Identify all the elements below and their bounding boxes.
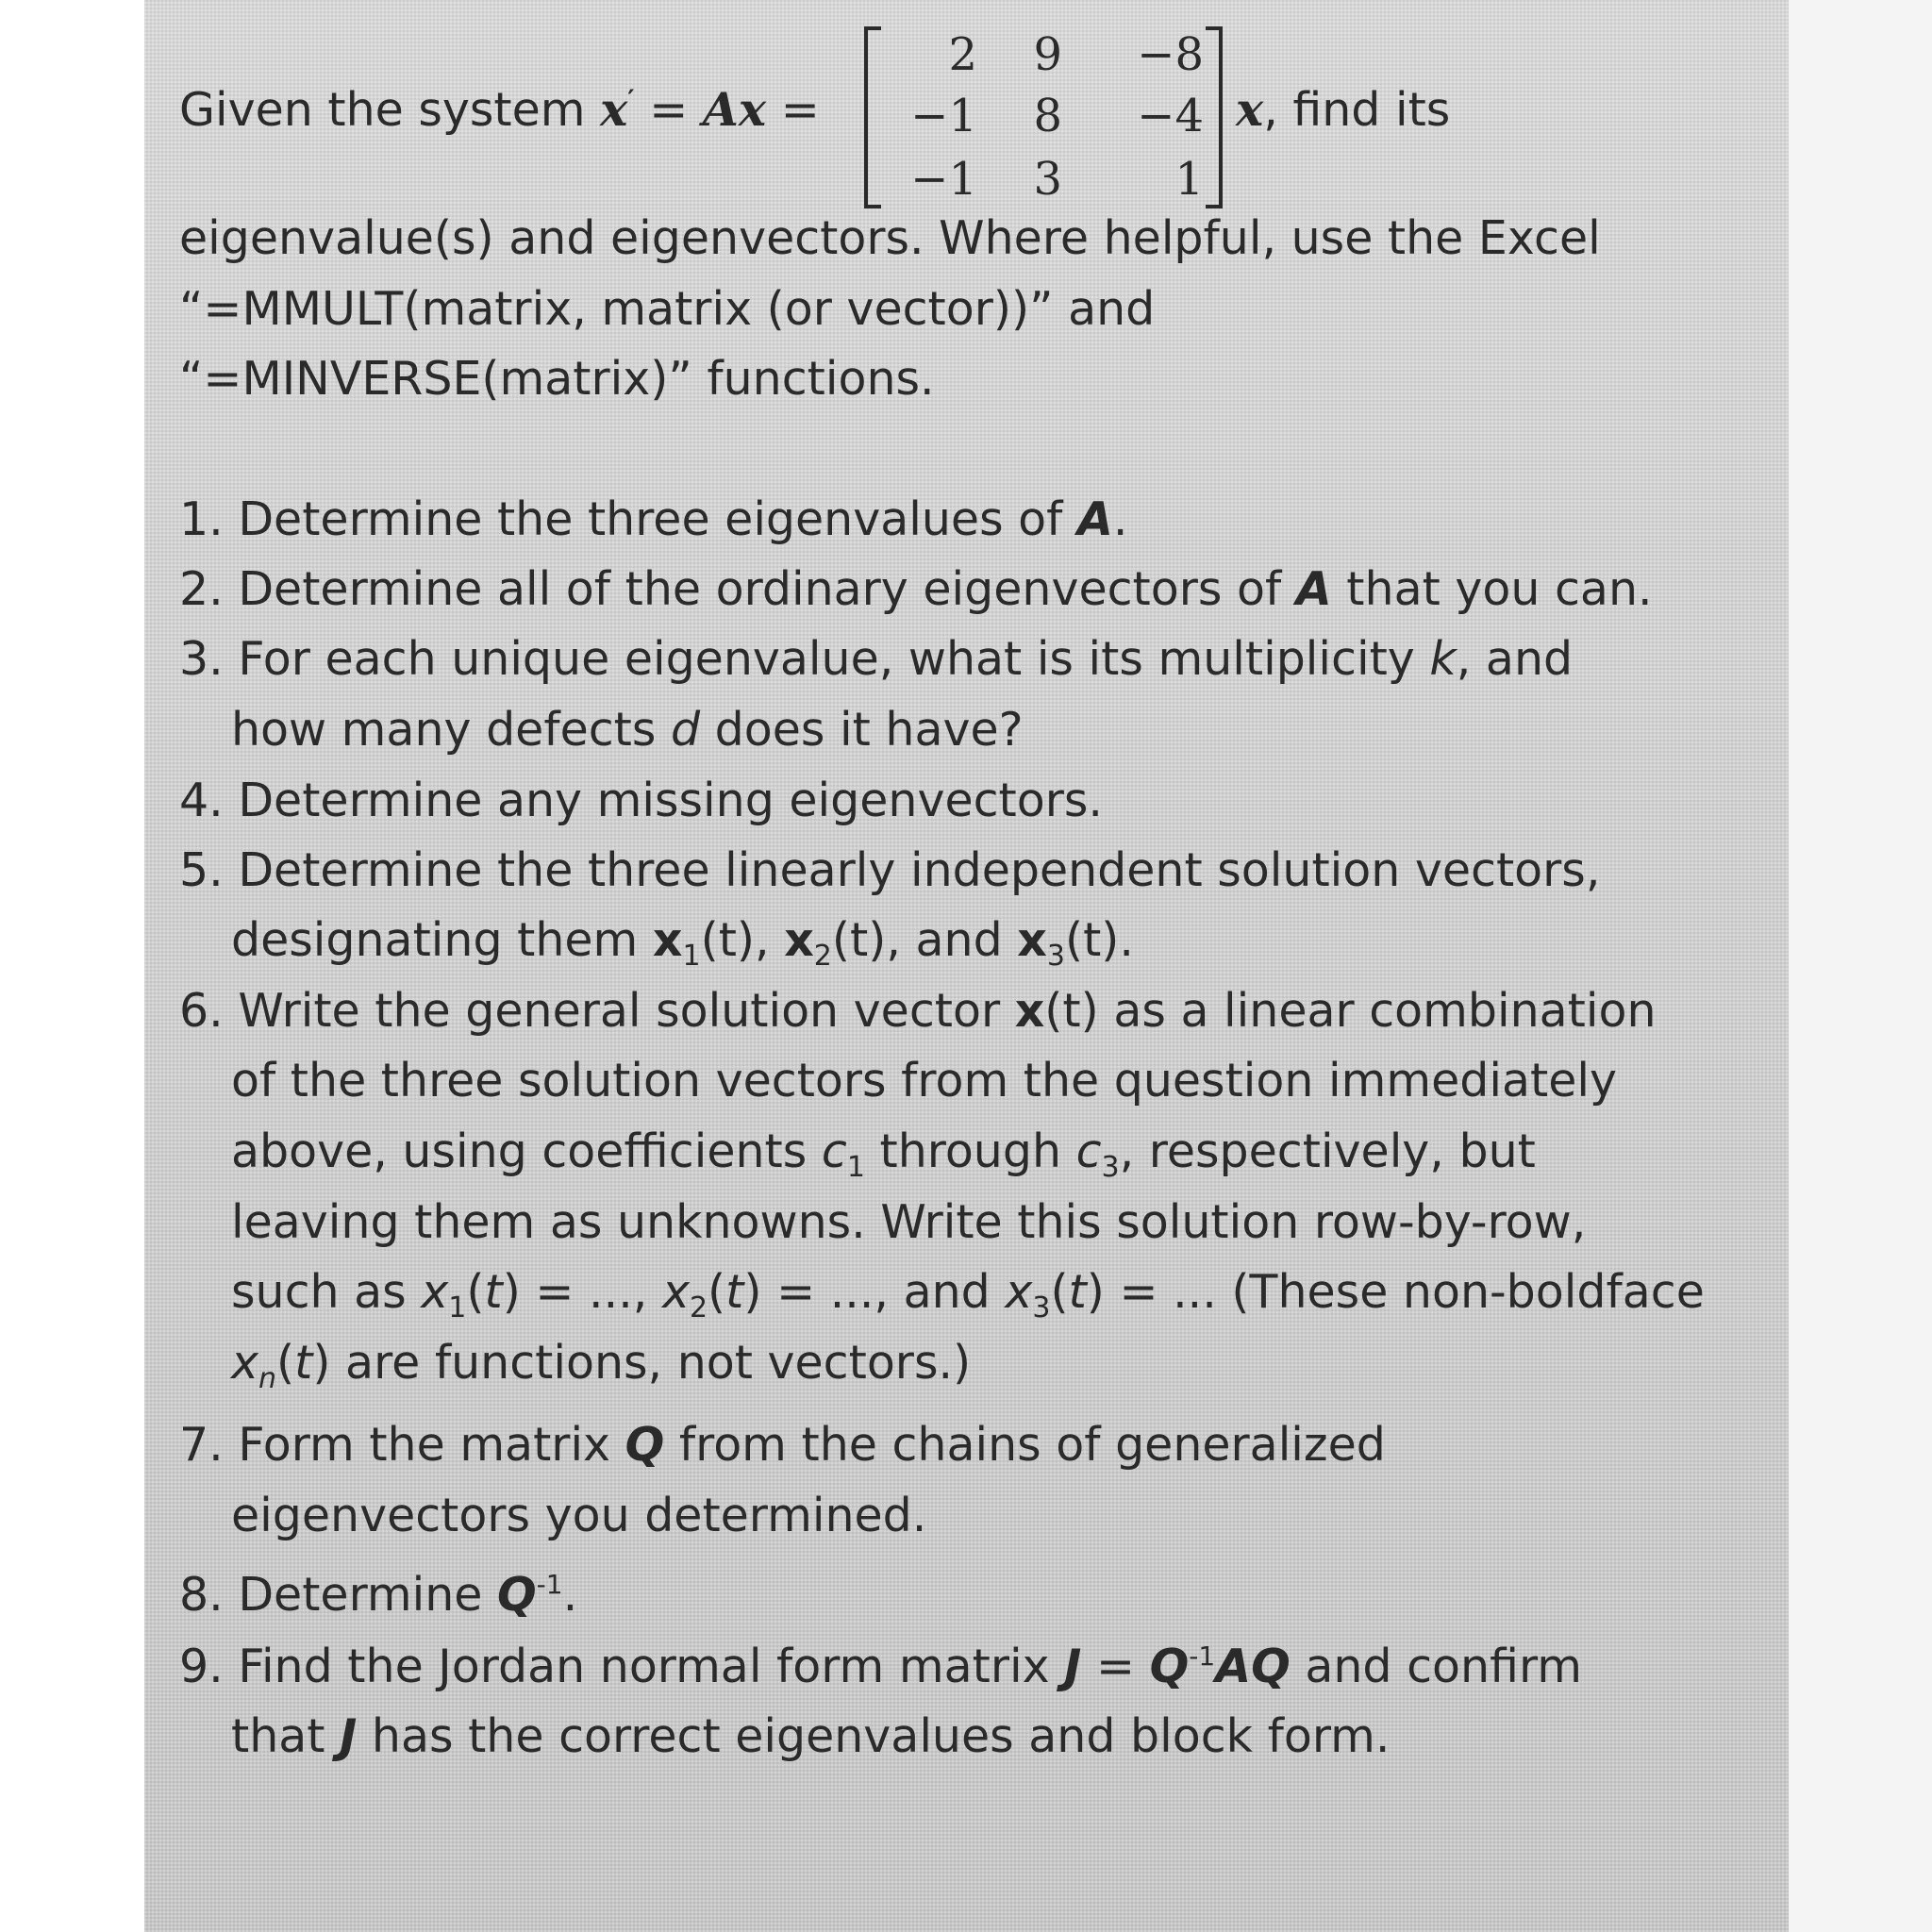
intro-line-2: eigenvalue(s) and eigenvectors. Where helpful, use the Excel	[179, 211, 1601, 265]
matrix-cell: 3	[1033, 153, 1062, 206]
question-7: 7. Form the matrix Q from the chains of generalized	[179, 1418, 1386, 1472]
question-9-cont: that J has the correct eigenvalues and block form.	[231, 1709, 1391, 1763]
question-8: 8. Determine $Q^{-1}$.	[179, 1568, 578, 1622]
x-symbol: x	[1236, 82, 1264, 137]
question-6-line-6: $x_n(t)$ are functions, not vectors.)	[231, 1336, 972, 1395]
question-6-line-5: such as $x_1(t)$ = ..., $x_2(t)$ = ..., and $x_3(t)$ = ... (These non-boldface	[231, 1265, 1705, 1324]
matrix-cell: −8	[1137, 28, 1204, 81]
intro-line-3: “=MMULT(matrix, matrix (or vector))” and	[179, 282, 1156, 336]
question-2: 2. Determine all of the ordinary eigenvectors of A that you can.	[179, 562, 1653, 616]
question-1: 1. Determine the three eigenvalues of A.	[179, 492, 1128, 546]
question-5: 5. Determine the three linearly independent solution vectors,	[179, 843, 1601, 897]
matrix-cell: 1	[1174, 153, 1204, 206]
matrix-cell: −4	[1137, 90, 1204, 142]
question-6: 6. Write the general solution vector x(t) as a linear combination	[179, 984, 1657, 1038]
intro-line-1: Given the system x′ = Ax =	[179, 82, 820, 137]
matrix-cell: 9	[1033, 28, 1062, 81]
question-6-line-3: above, using coefficients $c_1$ through $c_3$, respectively, but	[231, 1124, 1536, 1184]
matrix-a	[864, 19, 1223, 208]
question-9: 9. Find the Jordan normal form matrix $J = Q^{-1}AQ$ and confirm	[179, 1640, 1582, 1693]
right-bracket	[1206, 26, 1223, 208]
question-6-line-4: leaving them as unknowns. Write this solution row-by-row,	[231, 1195, 1587, 1249]
right-margin	[1789, 0, 1932, 1932]
matrix-cell: 2	[948, 28, 977, 81]
intro-line-1-tail: x, find its	[1236, 82, 1451, 137]
question-7-cont: eigenvectors you determined.	[231, 1489, 927, 1542]
x-prime-symbol: x′	[600, 82, 635, 137]
matrix-cell: −1	[910, 153, 977, 206]
intro-line-4: “=MINVERSE(matrix)” functions.	[179, 352, 935, 406]
question-5-cont: designating them $x_1(t)$, $x_2(t)$, and $x_3(t)$.	[231, 913, 1134, 973]
question-6-line-2: of the three solution vectors from the question immediately	[231, 1054, 1617, 1108]
ax-symbol: Ax	[702, 82, 767, 137]
question-3-cont: how many defects d does it have?	[231, 703, 1024, 757]
matrix-cell: 8	[1033, 90, 1062, 142]
question-3: 3. For each unique eigenvalue, what is its multiplicity k, and	[179, 632, 1574, 686]
question-4: 4. Determine any missing eigenvectors.	[179, 774, 1103, 827]
matrix-cell: −1	[910, 90, 977, 142]
